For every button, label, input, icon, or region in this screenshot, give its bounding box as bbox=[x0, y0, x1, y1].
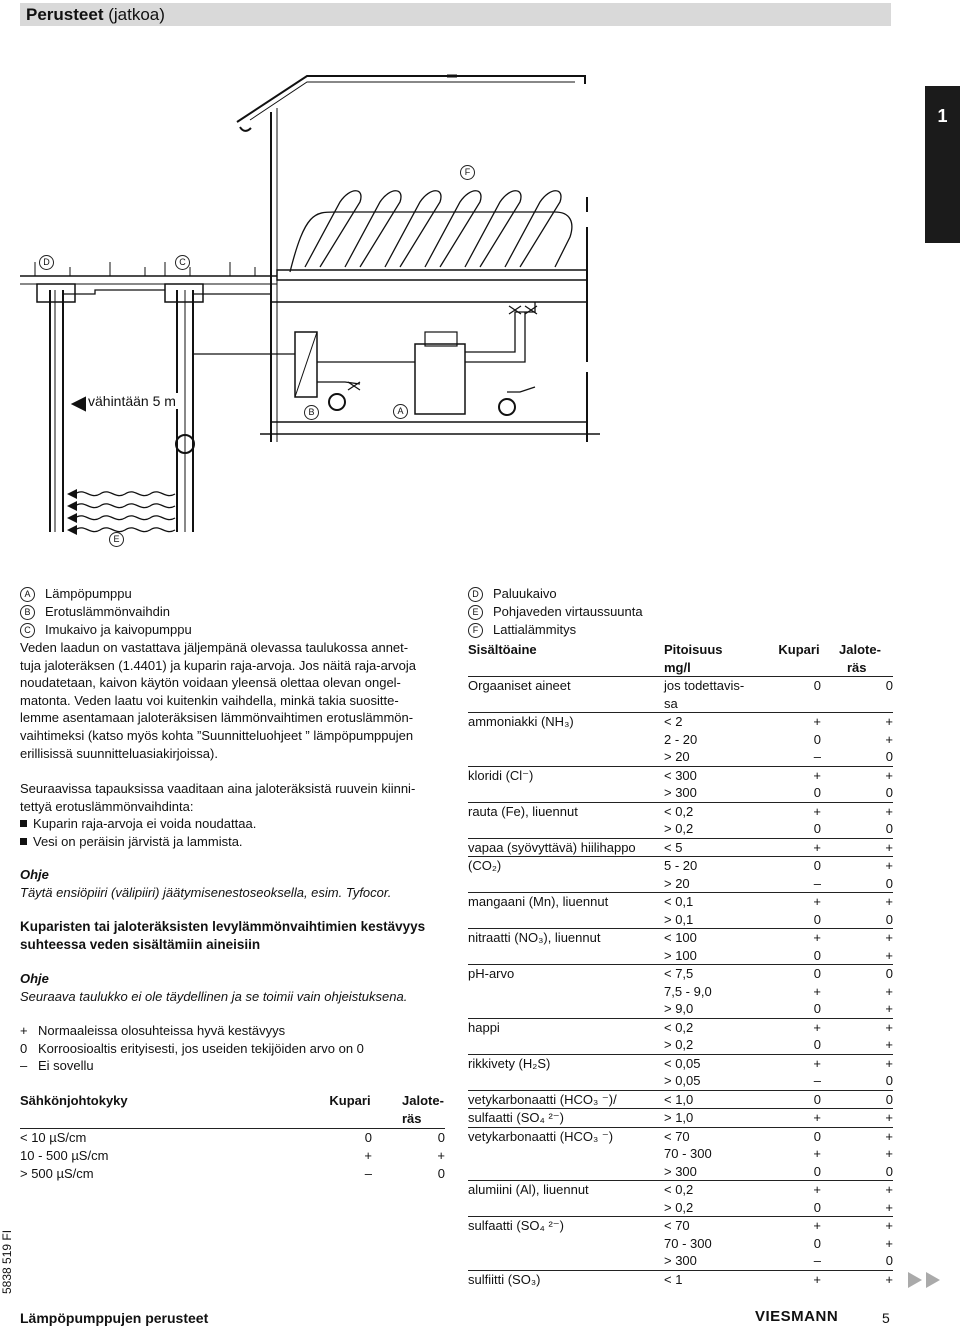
page-number: 5 bbox=[882, 1310, 890, 1326]
table-cell: + bbox=[829, 766, 893, 784]
header-cell: Kupari bbox=[329, 1093, 371, 1108]
table-cell: + bbox=[829, 1127, 893, 1145]
next-page-arrows-icon bbox=[908, 1271, 946, 1289]
table-cell: + bbox=[829, 1181, 893, 1199]
table-cell: 0 bbox=[813, 821, 821, 836]
legend-text: Lämpöpumppu bbox=[45, 586, 132, 601]
table-cell: 0 bbox=[769, 677, 829, 695]
legend-item-f bbox=[468, 621, 643, 639]
table-cell: pH-arvo bbox=[468, 965, 664, 983]
table-row bbox=[468, 893, 893, 911]
table-cell: + bbox=[769, 929, 829, 947]
table-row bbox=[468, 1252, 893, 1270]
legend-letter-e-icon: E bbox=[468, 605, 483, 620]
legend-item-e bbox=[468, 603, 643, 621]
table-cell: + bbox=[829, 1018, 893, 1036]
heading-line: Kuparisten tai jaloteräksisten levylämmönvaihtimien kestävyys bbox=[20, 919, 426, 934]
label-a-icon: A bbox=[393, 404, 408, 419]
table-cell: + bbox=[769, 1018, 829, 1036]
table-cell: 0 bbox=[885, 821, 893, 836]
table-row bbox=[468, 838, 893, 857]
table-cell bbox=[468, 1252, 664, 1270]
legend-left bbox=[20, 585, 192, 639]
table-cell bbox=[468, 1235, 664, 1253]
chapter-tab: 1 bbox=[925, 86, 960, 243]
label-b-icon: B bbox=[304, 405, 319, 420]
table-cell: vetykarbonaatti (HCO₃ ⁻) bbox=[468, 1127, 664, 1145]
table-cell: rikkivety (H₂S) bbox=[468, 1054, 664, 1072]
text-line: Veden laadun on vastattava jäljempänä olevassa taulukossa annet- bbox=[20, 640, 409, 655]
table-row bbox=[468, 857, 893, 875]
table-cell: 0 bbox=[829, 965, 893, 983]
table-row bbox=[468, 929, 893, 947]
table-cell: < 2 bbox=[664, 713, 769, 731]
conductivity-table bbox=[20, 1092, 445, 1183]
legend-text: Erotuslämmönvaihdin bbox=[45, 604, 171, 619]
table-row bbox=[468, 713, 893, 731]
table-cell bbox=[468, 1000, 664, 1018]
table-cell: jos todettavis- bbox=[664, 677, 769, 695]
table-row bbox=[468, 1145, 893, 1163]
table-cell: + bbox=[769, 838, 829, 857]
distance-label: vähintään 5 m bbox=[88, 393, 176, 409]
table-cell: 0 bbox=[829, 1090, 893, 1109]
callout-b bbox=[304, 404, 329, 420]
table-row bbox=[468, 1109, 893, 1128]
table-cell: 0 bbox=[885, 785, 893, 800]
legend-text: Lattialämmitys bbox=[493, 622, 577, 637]
table-cell: + bbox=[829, 1054, 893, 1072]
table-cell: 0 bbox=[769, 965, 829, 983]
bullet-item: Kuparin raja-arvoja ei voida noudattaa. bbox=[20, 815, 450, 833]
table-cell: < 70 bbox=[664, 1217, 769, 1235]
table-cell: < 0,2 bbox=[664, 1181, 769, 1199]
table-cell: + bbox=[769, 1217, 829, 1235]
table-cell: 0 bbox=[885, 911, 893, 927]
table-row bbox=[468, 748, 893, 766]
table-cell: 0 bbox=[813, 1235, 821, 1251]
table-cell: > 100 bbox=[664, 947, 697, 963]
legend-item-d bbox=[468, 585, 643, 603]
bullet-item: Vesi on peräisin järvistä ja lammista. bbox=[20, 833, 450, 851]
table-cell: 0 bbox=[769, 1127, 829, 1145]
table-cell: happi bbox=[468, 1018, 664, 1036]
table-cell bbox=[468, 875, 664, 893]
table-cell: + bbox=[829, 857, 893, 875]
table-row bbox=[468, 1036, 893, 1054]
text-line: erillisissä suunnitteluasiakirjoissa). bbox=[20, 745, 218, 761]
table-cell: – bbox=[813, 1073, 821, 1088]
table-row bbox=[468, 1199, 893, 1217]
table-cell: > 300 bbox=[664, 785, 697, 800]
legend-letter-b-icon: B bbox=[20, 605, 35, 620]
table-cell: + bbox=[885, 1199, 893, 1215]
table-row bbox=[468, 784, 893, 802]
callout-f bbox=[460, 164, 485, 180]
table-cell: > 0,2 bbox=[664, 1037, 694, 1052]
note-title: Ohje bbox=[20, 867, 49, 882]
table-cell: < 0,05 bbox=[664, 1054, 769, 1072]
table-row bbox=[468, 731, 893, 749]
table-cell: vetykarbonaatti (HCO₃ ⁻)/ bbox=[468, 1090, 664, 1109]
note-title: Ohje bbox=[20, 971, 49, 986]
table-cell: 0 bbox=[813, 1163, 821, 1179]
table-cell bbox=[468, 911, 664, 929]
table-cell: > 9,0 bbox=[664, 1001, 694, 1016]
table-cell: + bbox=[769, 766, 829, 784]
table-row bbox=[468, 677, 893, 695]
callout-a bbox=[393, 403, 418, 419]
table-cell bbox=[468, 695, 664, 713]
table-cell: 0 bbox=[885, 875, 893, 891]
table-cell: sa bbox=[664, 695, 678, 711]
table-row bbox=[468, 1054, 893, 1072]
table-cell: mangaani (Mn), liuennut bbox=[468, 893, 664, 911]
table-cell bbox=[468, 820, 664, 838]
table-row bbox=[468, 695, 893, 713]
table-cell: 0 bbox=[885, 1163, 893, 1179]
legend-letter-a-icon: A bbox=[20, 587, 35, 602]
key-item: 0 Korroosioaltis erityisesti, jos useiden tekijöiden arvo on 0 bbox=[20, 1040, 364, 1056]
table-cell: < 0,2 bbox=[664, 1018, 769, 1036]
table-cell bbox=[468, 947, 664, 965]
table-cell: – bbox=[813, 1253, 821, 1268]
callout-e bbox=[109, 531, 134, 547]
table-cell bbox=[468, 748, 664, 766]
legend-text: Pohjaveden virtaussuunta bbox=[493, 604, 643, 619]
table-row bbox=[468, 1018, 893, 1036]
header-cell: Sähkönjohtokyky bbox=[20, 1093, 128, 1108]
table-cell: < 7,5 bbox=[664, 965, 769, 983]
groundwater-heatpump-diagram bbox=[15, 62, 600, 557]
table-row bbox=[468, 1090, 893, 1109]
table-row bbox=[468, 1163, 893, 1181]
table-cell bbox=[468, 1199, 664, 1217]
table-cell: alumiini (Al), liuennut bbox=[468, 1181, 664, 1199]
table-cell: + bbox=[829, 929, 893, 947]
table-cell bbox=[468, 784, 664, 802]
table-cell: + bbox=[769, 1270, 829, 1288]
table-cell: < 5 bbox=[664, 838, 769, 857]
table-cell: > 300 bbox=[664, 1253, 697, 1268]
label-d-icon: D bbox=[39, 255, 54, 270]
table-cell: > 1,0 bbox=[664, 1109, 769, 1128]
table-cell: > 300 bbox=[664, 1163, 697, 1179]
table-cell: 70 - 300 bbox=[664, 1235, 712, 1251]
callout-d bbox=[39, 254, 64, 270]
text-line: tuja jaloteräksen (1.4401) ja kuparin raja-arvoja. Jos näitä raja-arvoja bbox=[20, 657, 416, 673]
brand-logo: VIESMANN bbox=[755, 1308, 839, 1325]
table-row bbox=[468, 1072, 893, 1090]
table-cell: 0 bbox=[813, 911, 821, 927]
table-row bbox=[468, 820, 893, 838]
table-cell: 7,5 - 9,0 bbox=[664, 983, 712, 999]
table-cell: vapaa (syövyttävä) hiilihappo bbox=[468, 838, 664, 857]
table-row bbox=[468, 983, 893, 1001]
table-cell: rauta (Fe), liuennut bbox=[468, 802, 664, 820]
table-row bbox=[468, 1235, 893, 1253]
table-cell bbox=[468, 1072, 664, 1090]
table-row bbox=[468, 802, 893, 820]
substances-body bbox=[468, 677, 893, 1289]
document-code: 5838 519 FI bbox=[0, 1229, 14, 1294]
table-cell: + bbox=[885, 983, 893, 999]
table-cell: + bbox=[829, 1109, 893, 1128]
table-row: 10 - 500 µS/cm + + bbox=[20, 1148, 445, 1163]
table-row bbox=[468, 766, 893, 784]
table-cell: + bbox=[829, 1270, 893, 1288]
text-line: lemme asentamaan jaloteräksisen lämmönvaihtimen erotuslämmön- bbox=[20, 710, 414, 726]
table-cell: ammoniakki (NH₃) bbox=[468, 713, 664, 731]
table-cell: > 0,05 bbox=[664, 1073, 701, 1088]
table-cell: < 1 bbox=[664, 1270, 769, 1288]
legend-text: Imukaivo ja kaivopumppu bbox=[45, 622, 192, 637]
key-list bbox=[20, 1022, 460, 1075]
table-cell: < 300 bbox=[664, 766, 769, 784]
table-cell: 0 bbox=[885, 1073, 893, 1088]
table-cell: + bbox=[813, 983, 821, 999]
table-row bbox=[468, 965, 893, 983]
label-f-icon: F bbox=[460, 165, 475, 180]
table-cell: + bbox=[813, 1146, 821, 1161]
legend-text: Paluukaivo bbox=[493, 586, 557, 601]
legend-item-b bbox=[20, 603, 192, 621]
table-cell: + bbox=[885, 947, 893, 963]
table-cell: – bbox=[813, 875, 821, 891]
bullet-square-icon bbox=[20, 820, 27, 827]
table-cell: + bbox=[769, 1054, 829, 1072]
bullet-square-icon bbox=[20, 838, 27, 845]
label-c-icon: C bbox=[175, 255, 190, 270]
table-cell: sulfiitti (SO₃) bbox=[468, 1270, 664, 1288]
table-cell: < 0,2 bbox=[664, 802, 769, 820]
table-cell bbox=[769, 695, 829, 713]
legend-letter-d-icon: D bbox=[468, 587, 483, 602]
table-cell: > 0,1 bbox=[664, 911, 694, 927]
legend-item-a bbox=[20, 585, 192, 603]
table-cell: > 20 bbox=[664, 749, 690, 764]
footer-title: Lämpöpumppujen perusteet bbox=[20, 1310, 209, 1326]
header-cell: Jalote- räs bbox=[402, 1093, 444, 1126]
table-header bbox=[468, 641, 893, 677]
table-row bbox=[468, 1217, 893, 1235]
table-cell: + bbox=[769, 1109, 829, 1128]
table-row bbox=[468, 1000, 893, 1018]
note-2 bbox=[20, 970, 460, 1005]
table-row bbox=[468, 1181, 893, 1199]
text-line: tettyä erotuslämmönvaihdinta: bbox=[20, 798, 194, 814]
text-line: Seuraavissa tapauksissa vaaditaan aina jaloteräksistä ruuvein kiinni- bbox=[20, 781, 416, 796]
text-line: noudatetaan, kaivon käytön voidaan yleensä olettaa olevan ongel- bbox=[20, 675, 401, 691]
page-title-suffix: (jatkoa) bbox=[108, 5, 165, 24]
legend-letter-c-icon: C bbox=[20, 623, 35, 638]
table-row bbox=[468, 1270, 893, 1288]
legend-item-c bbox=[20, 621, 192, 639]
legend-letter-f-icon: F bbox=[468, 623, 483, 638]
table-cell: + bbox=[829, 1217, 893, 1235]
page-title bbox=[26, 3, 165, 26]
text-line: matonta. Veden laatu voi kuitenkin vaihdella, minkä takia suositte- bbox=[20, 692, 399, 708]
table-row: > 500 µS/cm – 0 bbox=[20, 1166, 445, 1181]
table-cell: 5 - 20 bbox=[664, 857, 769, 875]
callout-c bbox=[175, 254, 200, 270]
table-cell: < 70 bbox=[664, 1127, 769, 1145]
table-cell: (CO₂) bbox=[468, 857, 664, 875]
table-cell: + bbox=[885, 1001, 893, 1016]
intro-paragraph bbox=[20, 639, 450, 762]
header-cell: Sisältöaine bbox=[468, 642, 537, 657]
requirement-paragraph bbox=[20, 780, 450, 850]
substances-table bbox=[468, 641, 893, 1288]
table-row bbox=[468, 1127, 893, 1145]
table-cell: + bbox=[829, 838, 893, 857]
table-cell: + bbox=[769, 1181, 829, 1199]
table-cell: + bbox=[885, 1146, 893, 1161]
text-line: vaihtimeksi (katso myös kohta ”Suunnitteluohjeet ” lämpöpumppujen bbox=[20, 727, 414, 743]
heading-line: suhteessa veden sisältämiin aineisiin bbox=[20, 936, 261, 952]
header-cell: Jalote- räs bbox=[839, 642, 881, 675]
table-cell bbox=[468, 1145, 664, 1163]
table-cell: 0 bbox=[769, 857, 829, 875]
table-cell: > 20 bbox=[664, 875, 690, 891]
table-cell: + bbox=[769, 713, 829, 731]
note-text: Täytä ensiöpiiri (välipiiri) jäätymisenestoseoksella, esim. Tyfocor. bbox=[20, 884, 392, 900]
table-cell: < 100 bbox=[664, 929, 769, 947]
table-cell bbox=[468, 1163, 664, 1181]
page-title-main: Perusteet bbox=[26, 5, 104, 24]
table-cell: kloridi (Cl⁻) bbox=[468, 766, 664, 784]
table-cell: 0 bbox=[813, 785, 821, 800]
legend-right bbox=[468, 585, 643, 639]
table-cell: + bbox=[829, 893, 893, 911]
table-cell: < 0,1 bbox=[664, 893, 769, 911]
table-cell: 0 bbox=[813, 731, 821, 747]
table-cell: 0 bbox=[813, 1199, 821, 1215]
table-cell bbox=[829, 695, 893, 713]
table-row bbox=[468, 947, 893, 965]
table-cell: + bbox=[829, 713, 893, 731]
table-row bbox=[468, 911, 893, 929]
table-cell bbox=[468, 731, 664, 749]
header-cell: Pitoisuus mg/l bbox=[664, 642, 723, 675]
table-cell: + bbox=[885, 1037, 893, 1052]
table-cell: + bbox=[885, 1235, 893, 1251]
key-item: + Normaaleissa olosuhteissa hyvä kestävyys bbox=[20, 1023, 286, 1038]
table-cell bbox=[468, 1036, 664, 1054]
table-cell: nitraatti (NO₃), liuennut bbox=[468, 929, 664, 947]
table-row bbox=[468, 875, 893, 893]
note-1 bbox=[20, 866, 450, 901]
label-e-icon: E bbox=[109, 532, 124, 547]
table-cell: 0 bbox=[885, 749, 893, 764]
table-cell: 0 bbox=[813, 947, 821, 963]
table-cell: sulfaatti (SO₄ ²⁻) bbox=[468, 1109, 664, 1128]
table-cell: + bbox=[769, 893, 829, 911]
header-cell: Kupari bbox=[778, 642, 820, 657]
table-cell: + bbox=[769, 802, 829, 820]
table-cell: sulfaatti (SO₄ ²⁻) bbox=[468, 1217, 664, 1235]
table-cell: Orgaaniset aineet bbox=[468, 677, 664, 695]
table-row: < 10 µS/cm 0 0 bbox=[20, 1130, 445, 1145]
key-item: – Ei sovellu bbox=[20, 1058, 94, 1074]
table-cell: + bbox=[885, 731, 893, 747]
table-cell: > 0,2 bbox=[664, 1199, 694, 1215]
table-cell: 2 - 20 bbox=[664, 731, 698, 747]
table-cell: 0 bbox=[813, 1037, 821, 1052]
table-cell bbox=[468, 983, 664, 1001]
note-text: Seuraava taulukko ei ole täydellinen ja se toimii vain ohjeistuksena. bbox=[20, 988, 408, 1004]
table-cell: 70 - 300 bbox=[664, 1146, 712, 1161]
table-cell: 0 bbox=[829, 677, 893, 695]
table-cell: + bbox=[829, 802, 893, 820]
table-cell: 0 bbox=[813, 1001, 821, 1016]
table-cell: 0 bbox=[885, 1253, 893, 1268]
section-heading bbox=[20, 918, 460, 953]
table-cell: > 0,2 bbox=[664, 821, 694, 836]
table-cell: < 1,0 bbox=[664, 1090, 769, 1109]
table-cell: 0 bbox=[769, 1090, 829, 1109]
table-cell: – bbox=[813, 749, 821, 764]
